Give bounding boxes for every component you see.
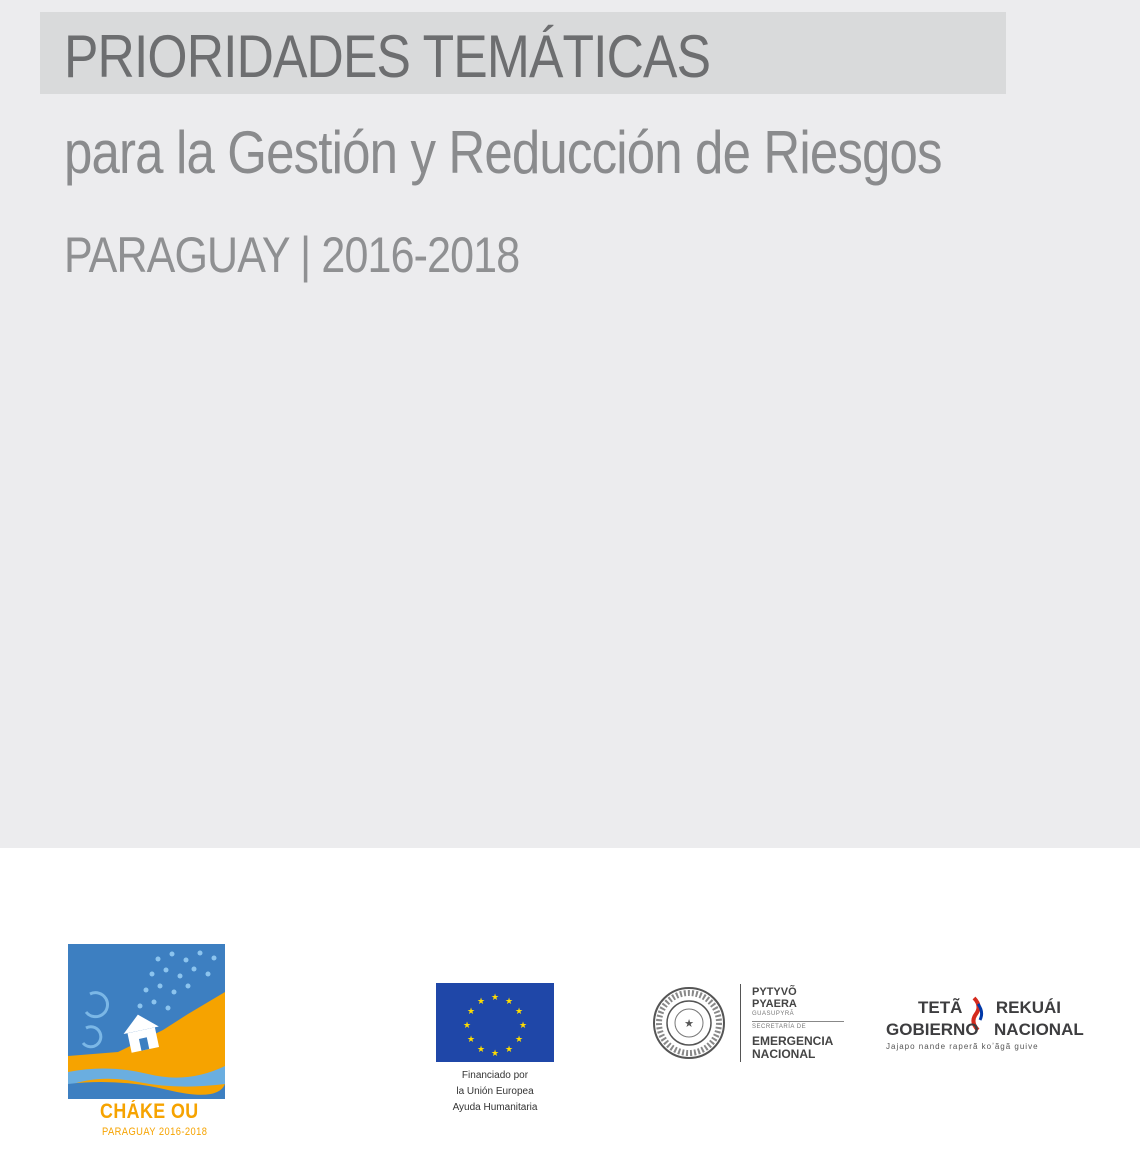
gobierno-logo-top: [918, 998, 1061, 1018]
national-seal-icon: [652, 986, 726, 1060]
gobierno-motto: Jajapo nande raperã koʼãgã guive: [886, 1042, 1039, 1051]
svg-text:★: ★: [514, 1035, 524, 1045]
eu-caption: [420, 1068, 570, 1116]
chake-ou-years: PARAGUAY 2016-2018: [102, 1126, 208, 1138]
svg-text:★: ★: [466, 1035, 476, 1045]
gobierno-logo-bottom: [886, 1020, 1084, 1040]
cover-subtitle: para la Gestión y Reducción de Riesgos: [64, 119, 942, 186]
svg-text:★: ★: [684, 1017, 694, 1030]
sen-name-line1: PYTYVÕ: [752, 986, 797, 998]
country-years: PARAGUAY | 2016-2018: [64, 227, 520, 283]
chake-ou-logo: [68, 944, 225, 1099]
svg-text:★: ★: [504, 997, 514, 1007]
gobierno-bottom-left: GOBIERNO: [886, 1020, 979, 1039]
sen-name-line2: PYAERA: [752, 998, 797, 1010]
sen-rule: [752, 1021, 844, 1022]
eu-caption-line: Ayuda Humanitaria: [452, 1102, 538, 1113]
sen-divider: [740, 984, 741, 1062]
eu-caption-line: la Unión Europea: [456, 1086, 534, 1097]
svg-text:★: ★: [462, 1021, 472, 1031]
svg-text:★: ★: [514, 1007, 524, 1017]
svg-text:★: ★: [490, 993, 500, 1003]
gobierno-top-right: REKUÁI: [995, 998, 1062, 1017]
gobierno-bottom-right: NACIONAL: [994, 1020, 1084, 1039]
cover-title: PRIORIDADES TEMÁTICAS: [64, 23, 711, 90]
svg-text:★: ★: [518, 1021, 528, 1031]
sen-office-line2: NACIONAL: [752, 1047, 816, 1061]
sen-label: SECRETARÍA DE: [752, 1024, 807, 1030]
svg-text:★: ★: [476, 1045, 486, 1055]
gobierno-top-left: TETÃ: [918, 998, 963, 1017]
svg-text:★: ★: [476, 997, 486, 1007]
svg-text:★: ★: [504, 1045, 514, 1055]
eu-flag-icon: [436, 983, 554, 1062]
sen-small-text: GUASUPYRÃ: [752, 1011, 795, 1017]
svg-text:★: ★: [466, 1007, 476, 1017]
svg-text:★: ★: [490, 1049, 500, 1059]
chake-ou-name: CHÁKE OU: [100, 1100, 199, 1123]
sen-office-line1: EMERGENCIA: [752, 1034, 834, 1048]
eu-caption-line: Financiado por: [461, 1070, 529, 1081]
